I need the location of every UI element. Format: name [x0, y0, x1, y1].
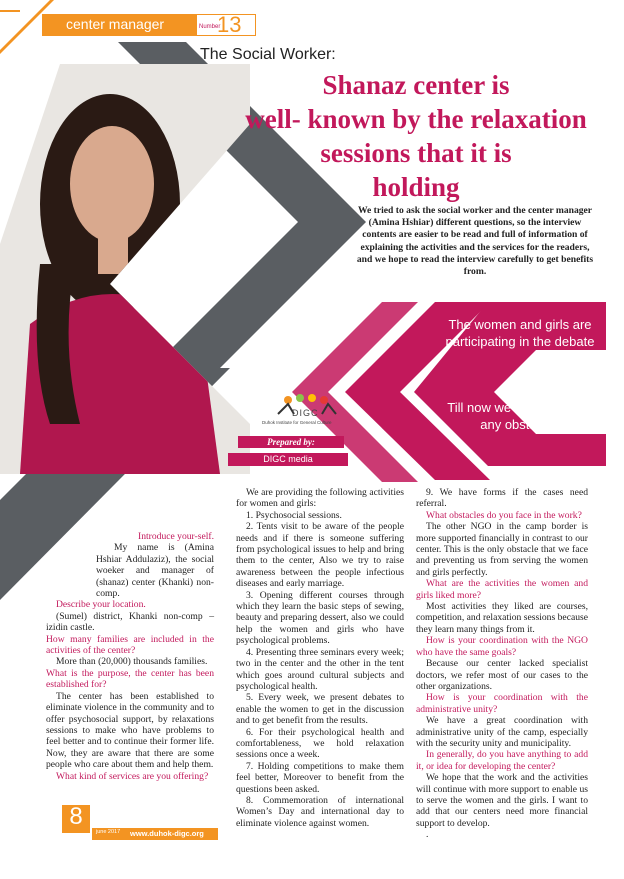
footer-bar [92, 828, 218, 840]
question: How is your coordination with the administrative unity? [416, 692, 588, 715]
question: Describe your location. [56, 599, 146, 611]
paragraph: 6. For their psychological health and comfortableness, we hold relaxation sessions once a week. [236, 726, 404, 761]
headline-line: holding [372, 172, 460, 202]
question: What obstacles do you face in the work? [426, 509, 582, 521]
callout-obstacles: Till now we have not face any obstacles [447, 400, 593, 432]
paragraph: 4. Presenting three seminars every week; two in the center and the other in the tent which goes around cultural subjects and psychological health. [236, 646, 404, 692]
paragraph: 3. Opening different courses through which they learn the basic steps of sewing, beauty and preparing dessert, also we could help the women and girls who have psychological problems. [236, 589, 404, 647]
logo-name: DIGC [292, 408, 319, 418]
intro-paragraph: We tried to ask the social worker and the center manager (Amina Hshiar) different questions, so the interview contents are easier to be read and full of information of explaining the activities and the services for the readers, and we hope to read the interview carefully to get benefits from. [356, 205, 594, 278]
answer: The other NGO in the camp border is more supported financially in contrast to our center. This is the only obstacle that we face and preventing us from serving the women and girls perfectly. [416, 521, 588, 578]
paragraph: 8. Commemoration of international Women’s Day and international day to eliminate violence against women. [236, 794, 404, 829]
answer: Most activities they liked are courses, competition, and relaxation sessions because they learn many things from it. [416, 601, 588, 635]
question: How is your coordination with the NGO who have the same goals? [416, 635, 588, 658]
portrait-photo [0, 64, 250, 474]
question: What are the activities the women and girls liked more? [416, 578, 588, 601]
paragraph: 7. Holding competitions to make them feel better, Moreover to benefit from the questions been asked. [236, 760, 404, 795]
answer: . [426, 829, 429, 841]
answer: Because our center lacked specialist doctors, we refer most of our cases to the other organizations. [416, 658, 588, 692]
answer: The center has been established to eliminate violence in the community and to offer psychosocial support, by relaxations sessions to make who have problems to feel better and to continue their former life. Now, they are aware that there are some people who care about them and help them. [46, 690, 214, 771]
question: What kind of services are you offering? [56, 770, 209, 782]
issue-number-label: Number [199, 24, 221, 30]
answer: We hope that the work and the activities will continue with more support to enable us to serve the women and the girls. I want to add that our centers need more financial support to develop. [416, 772, 588, 829]
page-number-box [62, 805, 90, 833]
credit-name: DIGC media [228, 453, 348, 466]
answer: 9. We have forms if the cases need referral. [416, 487, 588, 510]
logo-caption: Duhok Institute for General Culture [262, 420, 332, 425]
issue-date: june 2017 [96, 829, 121, 835]
column-1 [46, 531, 214, 782]
question: What is the purpose, the center has been established for? [46, 667, 214, 691]
answer: My name is (Amina Hshiar Addulaziz), the social woeker and manager of (shanaz) center (Khanki) non-comp. [96, 542, 214, 600]
answer: More than (20,000) thousands families. [56, 656, 208, 668]
paragraph: 2. Tents visit to be aware of the people needs and if there is someone suffering from psychological issues to help and bring them to the center, Also we try to raise awareness between the people infectious diseases and early marriage. [236, 521, 404, 590]
headline-line: sessions that it is [320, 138, 512, 168]
page-number: 8 [69, 803, 83, 830]
issue-number: 13 [217, 12, 242, 37]
question: Introduce your-self. [138, 531, 214, 542]
column-3 [416, 487, 588, 841]
callout-debate: The women and girls are participating in the debate [445, 317, 595, 349]
question: In generally, do you have anything to add it, or idea for developing the center? [416, 749, 588, 772]
paragraph: 5. Every week, we present debates to enable the women to get in the discussion and to get benefit from the results. [236, 692, 404, 727]
issue-number-box [196, 14, 256, 36]
headline [218, 68, 614, 204]
question: How many families are included in the activities of the center? [46, 633, 214, 657]
prepared-by-label: Prepared by: [238, 436, 344, 448]
column-2 [236, 487, 404, 829]
answer: We have a great coordination with administrative unity of the camp, especially with the security unity and municipality. [416, 715, 588, 749]
headline-line: well- known by the relaxation [245, 104, 587, 134]
paragraph: 1. Psychosocial sessions. [246, 509, 342, 521]
section-label: center manager [66, 16, 165, 32]
paragraph: We are providing the following activities for women and girls: [236, 487, 404, 510]
kicker: The Social Worker: [200, 46, 336, 63]
answer: (Sumel) district, Khanki non-comp – izidin castle. [46, 610, 214, 634]
headline-line: Shanaz center is [322, 70, 510, 100]
website-link[interactable]: www.duhok-digc.org [130, 829, 204, 838]
